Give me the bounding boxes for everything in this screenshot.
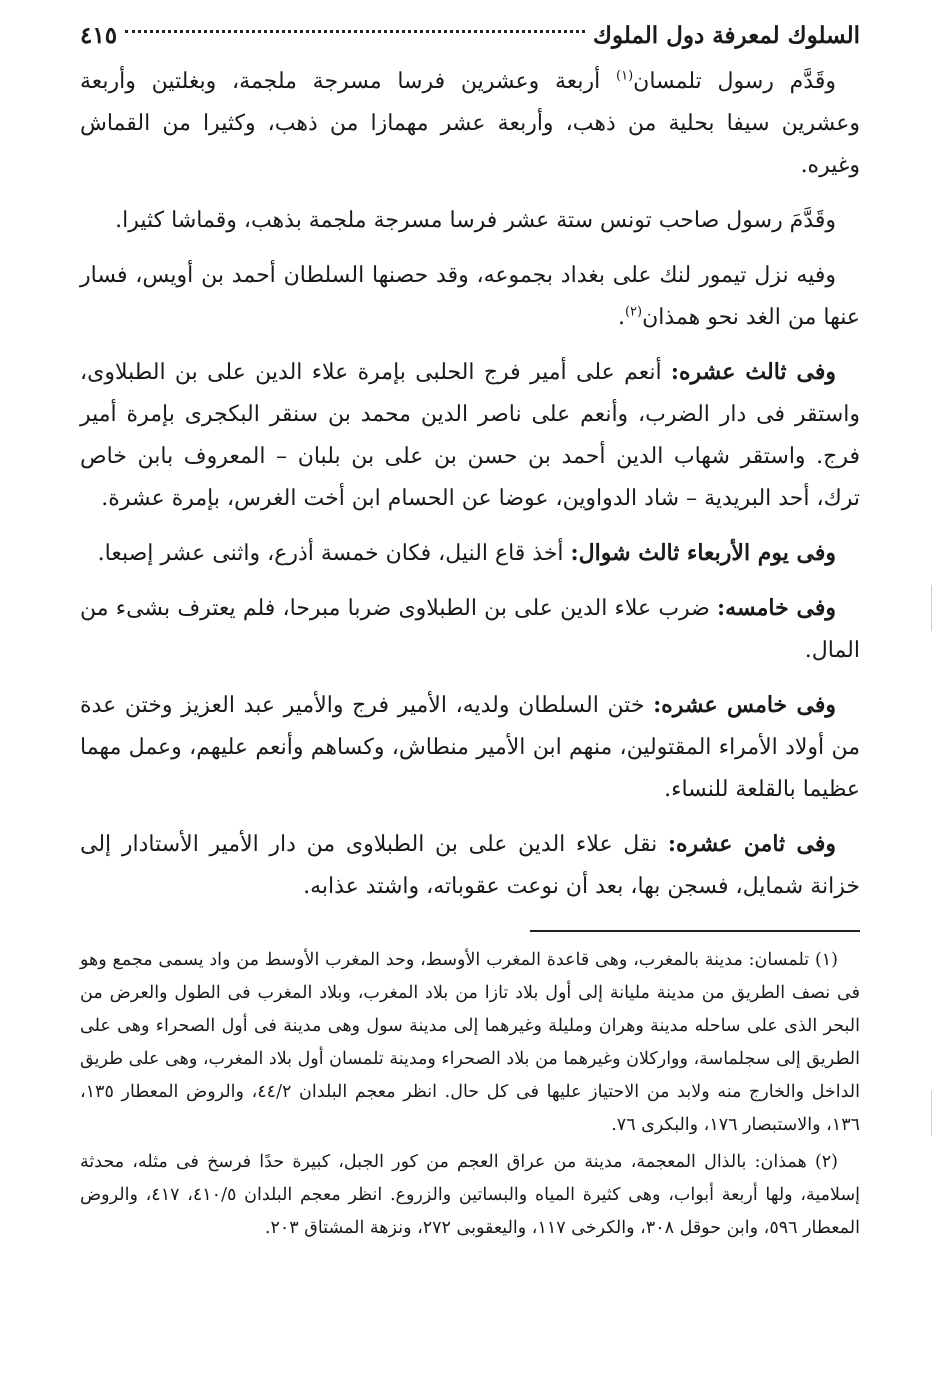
- paragraph-thirteenth: [80, 351, 860, 520]
- footnote-tlemcen: [80, 944, 860, 1142]
- paragraph-text: ضرب علاء الدين على بن الطبلاوى ضربا مبرحا، فلم يعترف بشىء من المال.: [80, 596, 860, 663]
- paragraph-text: ختن السلطان ولديه، الأمير فرج والأمير عبد العزيز وختن عدة من أولاد الأمراء المقتولين، منهم ابن الأمير منطاش، وكساهم وأنعم عليهم، وعمل مهما عظيما بالقلعة للنساء.: [80, 693, 860, 802]
- paragraph-lead: وفى ثامن عشره:: [667, 831, 836, 857]
- paragraph-text: وقَدَّم رسول تلمسان: [633, 69, 836, 94]
- footnote-number: (١): [814, 950, 838, 970]
- footnote-divider: [530, 930, 860, 932]
- paragraph-tlemcen-envoy: [80, 60, 860, 187]
- paragraph-lead: وفى ثالث عشره:: [670, 359, 836, 385]
- paragraph-fifteenth: [80, 684, 860, 811]
- paragraph-text: أنعم على أمير فرج الحلبى بإمرة علاء الدين على بن الطبلاوى، واستقر فى دار الضرب، وأنعم على ناصر الدين محمد بن سنقر البكجرى بإمرة أمير فرج. واستقر شهاب الدين أحمد بن حسن بن على بن بلبان – المعروف بابن خاص ترك، أحد البريدية – شاد الدواوين، عوضا عن الحسام ابن أخت الغرس، بإمرة عشرة.: [80, 360, 860, 511]
- book-title: السلوك لمعرفة دول الملوك: [592, 22, 860, 49]
- running-header: [80, 14, 860, 58]
- paragraph-text-continued: أربعة وعشرين فرسا مسرجة ملجمة، وبغلتين وأربعة وعشرين سيفا بحلية من ذهب، وأربعة عشر مهمازا من ذهب، وكثيرا من القماش وغيره.: [80, 69, 860, 178]
- paragraph-text: نقل علاء الدين على بن الطبلاوى من دار الأمير الأستادار إلى خزانة شمايل، فسجن بها، بعد أن نوعت عقوباته، واشتد عذابه.: [80, 832, 860, 899]
- footnote-ref: (١): [616, 68, 634, 84]
- paragraph-text-continued: .: [617, 305, 625, 330]
- paragraph-fifth: [80, 587, 860, 672]
- header-dot-leader: [125, 30, 585, 33]
- footnote-number: (٢): [814, 1152, 838, 1172]
- paragraph-eighteenth: [80, 823, 860, 908]
- book-page: [80, 14, 860, 1364]
- paragraph-third-shawwal: [80, 532, 860, 575]
- paragraph-text: أخذ قاع النيل، فكان خمسة أذرع، واثنى عشر إصبعا.: [97, 541, 571, 566]
- paragraph-lead: وفى خامسه:: [717, 595, 837, 621]
- footnote-text: همذان: بالذال المعجمة، مدينة من عراق العجم من كور الجبل، كبيرة حدًا فرسخ فى مثله، محدثة إسلامية، ولها أربعة أبواب، وهى كثيرة المياه والبساتين والزروع. انظر معجم البلدان ٤١٠/٥، ٤١٧، والروض المعطار ٥٩٦، وابن حوقل ٣٠٨، والكرخى ١١٧، واليعقوبى ٢٧٢، ونزهة المشتاق ٢٠٣.: [80, 1152, 860, 1238]
- footnotes: [80, 944, 860, 1245]
- paragraph-text: وفيه نزل تيمور لنك على بغداد بجموعه، وقد حصنها السلطان أحمد بن أويس، فسار عنها من الغد نحو همذان: [80, 263, 860, 330]
- page-number: ٤١٥: [80, 22, 118, 49]
- footnote-text: تلمسان: مدينة بالمغرب، وهى قاعدة المغرب الأوسط، وحد المغرب الأوسط من واد يسمى مجمع وهو فى نصف الطريق من مدينة مليانة إلى أول بلاد تازا من بلاد المغرب، وبلاد المغرب فى الطول والعرض من البحر الذى على ساحله مدينة وهران ومليلة وغيرهما إلى مدينة سول وهى مدينة فى أول الصحراء وهى على الطريق إلى سجلماسة، وواركلان وغيرهما من بلاد الصحراء ومدينة تلمسان أول بلاد المغرب، وهى على طريق الداخل والخارج منه ولابد من الاحتياز عليها فى كل حال. انظر معجم البلدان ٤٤/٢، والروض المعطار ١٣٥، ١٣٦، والاستبصار ١٧٦، والبكرى ٧٦.: [80, 950, 860, 1135]
- paragraph-lead: وفى يوم الأربعاء ثالث شوال:: [570, 540, 836, 566]
- paragraph-tunis-envoy: [80, 199, 860, 242]
- footnote-ref: (٢): [624, 304, 643, 320]
- main-text: [80, 60, 860, 908]
- paragraph-text: وقَدَّمَ رسول صاحب تونس ستة عشر فرسا مسرجة ملجمة بذهب، وقماشا كثيرا.: [115, 208, 836, 233]
- paragraph-timur-baghdad: [80, 254, 860, 339]
- scan-margin-mark: [931, 1090, 932, 1136]
- scan-margin-mark: [931, 585, 932, 631]
- paragraph-lead: وفى خامس عشره:: [653, 692, 836, 718]
- footnote-hamadan: [80, 1146, 860, 1245]
